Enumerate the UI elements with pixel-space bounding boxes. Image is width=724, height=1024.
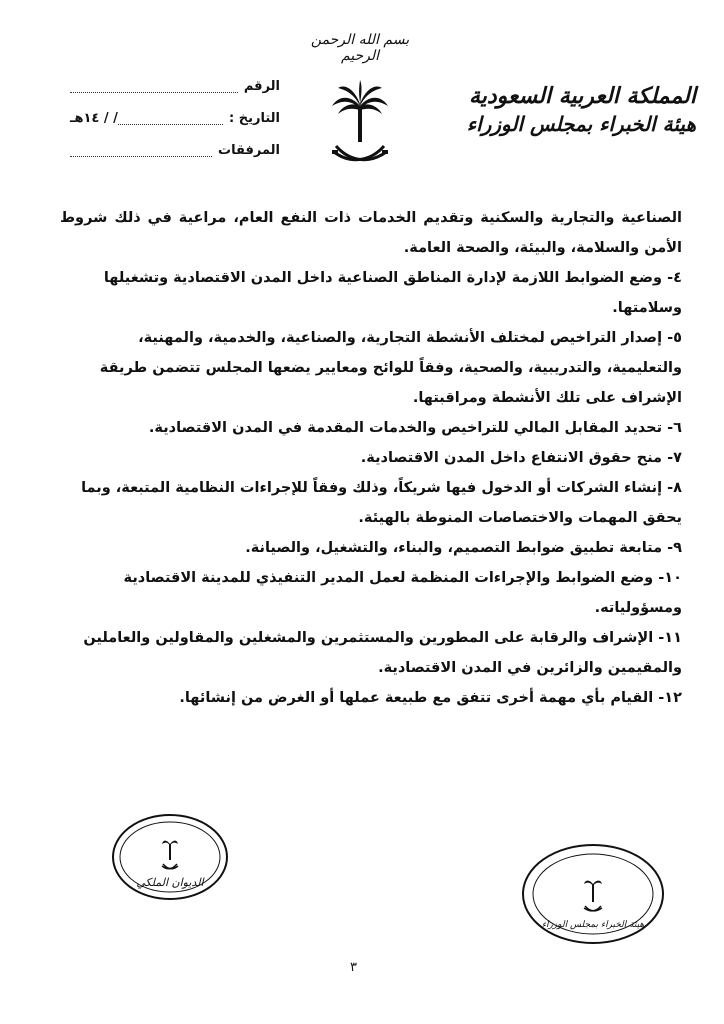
date-row [70, 102, 280, 134]
item-number: ٧- [667, 450, 682, 466]
item-text: وضع الضوابط والإجراءات المنظمة لعمل المدير التنفيذي للمدينة الاقتصادية ومسؤولياته. [123, 570, 682, 616]
reference-block [70, 70, 280, 166]
document-body [60, 203, 682, 713]
org-name-line1: المملكة العربية السعودية [468, 83, 696, 109]
list-item [60, 563, 682, 623]
list-item [60, 323, 682, 413]
date-value: / / ١٤هـ [70, 110, 118, 126]
org-name-line2: هيئة الخبراء بمجلس الوزراء [466, 112, 696, 136]
royal-court-stamp [110, 812, 230, 902]
attachments-label: المرفقات [218, 142, 280, 158]
item-text: الإشراف والرقابة على المطورين والمستثمرين والمشغلين والمقاولين والعاملين والمقيمين والزائرين في المدن الاقتصادية. [83, 630, 682, 676]
date-label: التاريخ : [229, 110, 280, 126]
list-item [60, 413, 682, 443]
ref-row [70, 70, 280, 102]
attachments-row [70, 134, 280, 166]
list-item [60, 623, 682, 683]
item-number: ٦- [667, 420, 682, 436]
item-text: منح حقوق الانتفاع داخل المدن الاقتصادية. [360, 450, 663, 466]
list-item [60, 473, 682, 533]
list-item [60, 263, 682, 323]
item-text: إصدار التراخيص لمختلف الأنشطة التجارية، والصناعية، والخدمية، والمهنية، والتعليمية، والتدريبية، والصحية، وفقاً للوائح ومعايير يضعها المجلس تتضمن طريقة الإشراف على تلك الأنشطة ومراقبتها. [99, 330, 682, 406]
item-text: القيام بأي مهمة أخرى تتفق مع طبيعة عملها أو الغرض من إنشائها. [179, 690, 654, 706]
page-number: ٣ [350, 960, 357, 975]
item-text: إنشاء الشركات أو الدخول فيها شريكاً، وذلك وفقاً للإجراءات النظامية المتبعة، وبما يحقق المهمات والاختصاصات المنوطة بالهيئة. [81, 480, 682, 526]
item-text: وضع الضوابط اللازمة لإدارة المناطق الصناعية داخل المدن الاقتصادية وتشغيلها وسلامتها. [103, 270, 682, 316]
item-number: ٥- [667, 330, 682, 346]
item-number: ١٢- [658, 690, 682, 706]
item-number: ٤- [667, 270, 682, 286]
saudi-emblem-icon [330, 80, 390, 170]
experts-commission-stamp-text: هيئة الخبراء بمجلس الوزراء [541, 920, 645, 930]
ref-label: الرقم [243, 78, 280, 94]
item-text: متابعة تطبيق ضوابط التصميم، والبناء، والتشغيل، والصيانة. [245, 540, 663, 556]
ref-line [70, 80, 238, 93]
list-item [60, 443, 682, 473]
item-number: ٩- [667, 540, 682, 556]
continuation-paragraph: الصناعية والتجارية والسكنية وتقديم الخدمات ذات النفع العام، مراعية في ذلك شروط الأمن والسلامة، والبيئة، والصحة العامة. [60, 210, 682, 256]
list-item [60, 683, 682, 713]
item-text: تحديد المقابل المالي للتراخيص والخدمات المقدمة في المدن الاقتصادية. [148, 420, 663, 436]
experts-commission-stamp [520, 842, 666, 946]
royal-court-stamp-text: الديوان الملكي [136, 875, 204, 889]
attachments-line [70, 144, 212, 157]
basmala: بسم الله الرحمن الرحيم [310, 32, 410, 64]
list-item [60, 533, 682, 563]
item-number: ١٠- [658, 570, 682, 586]
item-number: ١١- [658, 630, 682, 646]
item-number: ٨- [667, 480, 682, 496]
organization-heading [426, 82, 696, 138]
date-line [118, 112, 223, 125]
